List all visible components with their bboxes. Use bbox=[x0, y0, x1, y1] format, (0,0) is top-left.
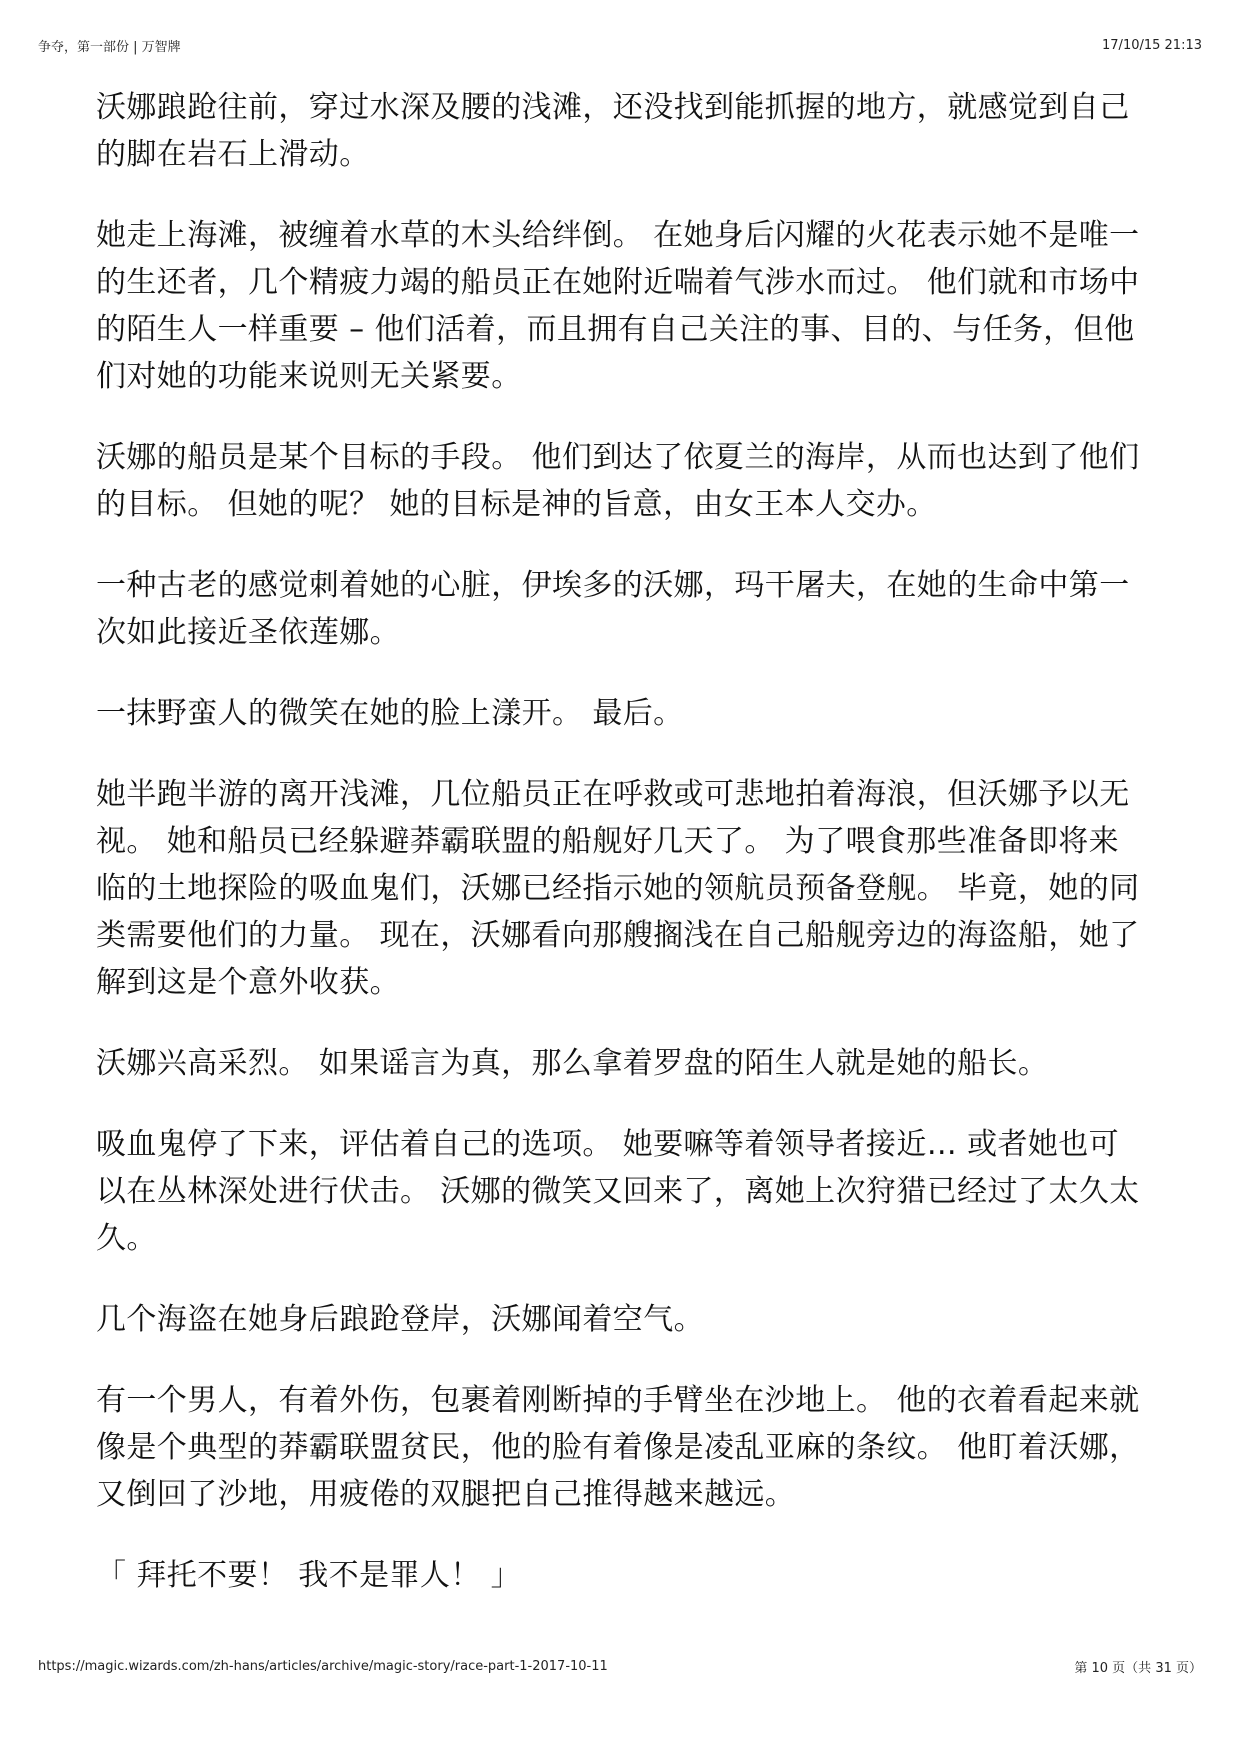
paragraph: 她半跑半游的离开浅滩，几位船员正在呼救或可悲地拍着海浪，但沃娜予以无视。 她和船员已经躲避莽霸联盟的船舰好几天了。 为了喂食那些准备即将来临的土地探险的吸血鬼们，沃娜已经指示她的领航员预备登舰。 毕竟，她的同类需要他们的力量。 现在，沃娜看向那艘搁浅在自己船舰旁边的海盗船，她了解到这是个意外收获。 bbox=[96, 777, 1140, 1000]
print-datetime: 17/10/15 21:13 bbox=[1102, 38, 1202, 53]
paragraph: 沃娜的船员是某个目标的手段。 他们到达了依夏兰的海岸，从而也达到了他们的目标。 但她的呢？ 她的目标是神的旨意，由女王本人交办。 bbox=[96, 440, 1140, 522]
paragraph: 沃娜踉跄往前，穿过水深及腰的浅滩，还没找到能抓握的地方，就感觉到自己的脚在岩石上滑动。 bbox=[96, 90, 1130, 172]
paragraph: 沃娜兴高采烈。 如果谣言为真，那么拿着罗盘的陌生人就是她的船长。 bbox=[96, 1046, 1049, 1081]
article-body bbox=[96, 84, 1146, 1633]
paragraph: 有一个男人，有着外伤，包裹着刚断掉的手臂坐在沙地上。 他的衣着看起来就像是个典型的莽霸联盟贫民，他的脸有着像是凌乱亚麻的条纹。 他盯着沃娜，又倒回了沙地，用疲倦的双腿把自己推得越来越远。 bbox=[96, 1383, 1140, 1512]
paragraph: 一抹野蛮人的微笑在她的脸上漾开。 最后。 bbox=[96, 696, 684, 731]
paragraph: 几个海盗在她身后踉跄登岸，沃娜闻着空气。 bbox=[96, 1302, 704, 1337]
print-footer bbox=[38, 1657, 1202, 1676]
page-title: 争夺，第一部份 | 万智牌 bbox=[38, 40, 181, 55]
paragraph-dialogue: 「 拜托不要！ 我不是罪人！ 」 bbox=[96, 1558, 522, 1593]
paragraph: 她走上海滩，被缠着水草的木头给绊倒。 在她身后闪耀的火花表示她不是唯一的生还者，几个精疲力竭的船员正在她附近喘着气涉水而过。 他们就和市场中的陌生人一样重要 – 他们活着，而且拥有自己关注的事、目的、与任务，但他们对她的功能来说则无关紧要。 bbox=[96, 218, 1140, 394]
paragraph: 吸血鬼停了下来，评估着自己的选项。 她要嘛等着领导者接近… 或者她也可以在丛林深处进行伏击。 沃娜的微笑又回来了，离她上次狩猎已经过了太久太久。 bbox=[96, 1127, 1140, 1256]
paragraph: 一种古老的感觉刺着她的心脏，伊埃多的沃娜，玛干屠夫，在她的生命中第一次如此接近圣依莲娜。 bbox=[96, 568, 1130, 650]
print-header bbox=[38, 36, 1202, 55]
page-number: 第 10 页（共 31 页） bbox=[1074, 1661, 1202, 1676]
page-url: https://magic.wizards.com/zh-hans/articles/archive/magic-story/race-part-1-2017-10-11 bbox=[38, 1659, 608, 1674]
